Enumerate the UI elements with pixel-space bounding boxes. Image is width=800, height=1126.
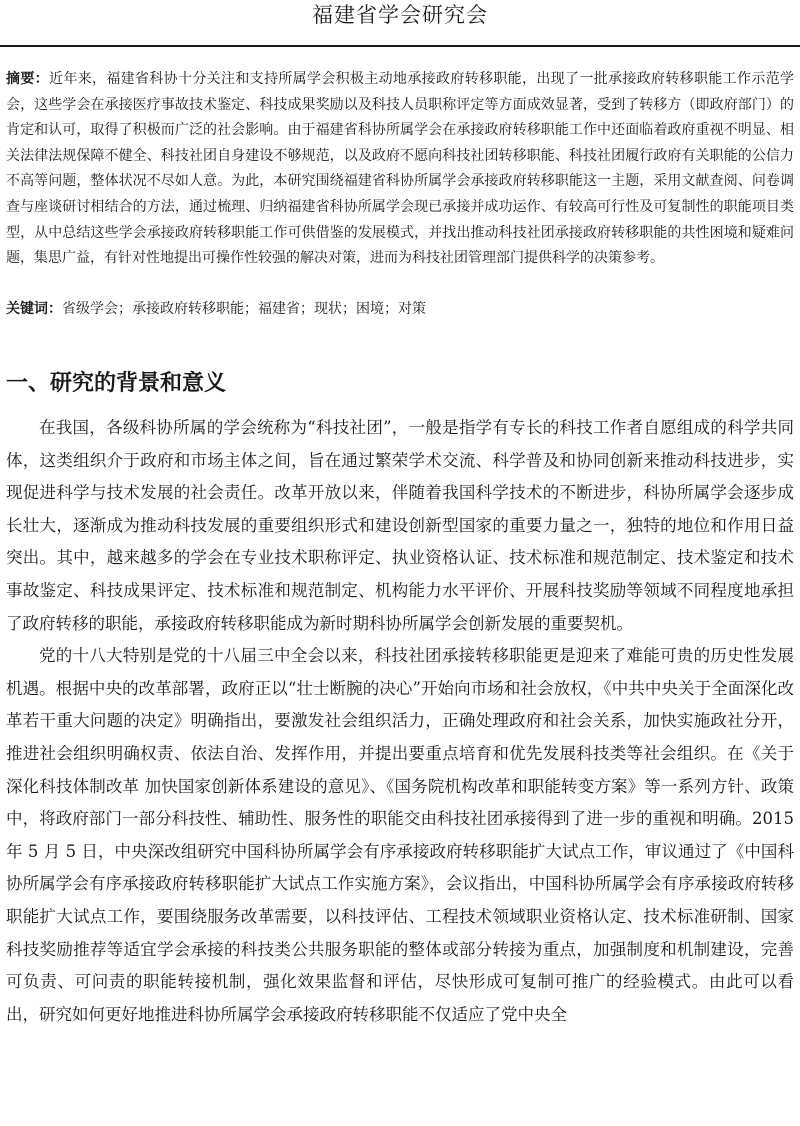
keywords-block (6, 297, 794, 322)
keywords-label: 关键词： (6, 301, 62, 317)
section-body (6, 412, 794, 1031)
running-header-title: 福建省学会研究会 (312, 3, 488, 27)
body-paragraph: 在我国，各级科协所属的学会统称为“科技社团”，一般是指学有专长的科技工作者自愿组成的科学共同体，这类组织介于政府和市场主体之间，旨在通过繁荣学术交流、科学普及和协同创新来推动科技进步，实现促进科学与技术发展的社会责任。改革开放以来，伴随着我国科学技术的不断进步，科协所属学会逐步成长壮大，逐渐成为推动科技发展的重要组织形式和建设创新型国家的重要力量之一，独特的地位和作用日益突出。其中，越来越多的学会在专业技术职称评定、执业资格认证、技术标准和规范制定、技术鉴定和技术事故鉴定、科技成果评定、技术标准和规范制定、机构能力水平评价、开展科技奖励等领域不同程度地承担了政府转移的职能，承接政府转移职能成为新时期科协所属学会创新发展的重要契机。 (6, 418, 794, 633)
abstract-text: 近年来，福建省科协十分关注和支持所属学会积极主动地承接政府转移职能，出现了一批承接政府转移职能工作示范学会，这些学会在承接医疗事故技术鉴定、科技成果奖励以及科技人员职称评定等方面成效显著，受到了转移方（即政府部门）的肯定和认可，取得了积极而广泛的社会影响。由于福建省科协所属学会在承接政府转移职能工作中还面临着政府重视不明显、相关法律法规保障不健全、科技社团自身建设不够规范，以及政府不愿向科技社团转移职能、科技社团履行政府有关职能的公信力不高等问题，整体状况不尽如人意。为此，本研究围绕福建省科协所属学会承接政府转移职能这一主题，采用文献查阅、问卷调查与座谈研讨相结合的方法，通过梳理、归纳福建省科协所属学会现已承接并成功运作、有较高可行性及可复制性的职能项目类型，从中总结这些学会承接政府转移职能工作可供借鉴的发展模式，并找出推动科技社团承接政府转移职能的共性困境和疑难问题，集思广益，有针对性地提出可操作性较强的解决对策，进而为科技社团管理部门提供科学的决策参考。 (6, 71, 794, 267)
section-heading: 一、研究的背景和意义 (6, 371, 227, 396)
body-paragraph: 党的十八大特别是党的十八届三中全会以来，科技社团承接转移职能更是迎来了难能可贵的历史性发展机遇。根据中央的改革部署，政府正以“壮士断腕的决心”开始向市场和社会放权，《中共中央关于全面深化改革若干重大问题的决定》明确指出，要激发社会组织活力，正确处理政府和社会关系，加快实施政社分开，推进社会组织明确权责、依法自治、发挥作用，并提出要重点培育和优先发展科技类等社会组织。在《关于深化科技体制改革 加快国家创新体系建设的意见》、《国务院机构改革和职能转变方案》等一系列方针、政策中，将政府部门一部分科技性、辅助性、服务性的职能交由科技社团承接得到了进一步的重视和明确。2015 年 5 月 5 日，中央深改组研究中国科协所属学会有序承接政府转移职能扩大试点工作，审议通过了《中国科协所属学会有序承接政府转移职能扩大试点工作实施方案》，会议指出，中国科协所属学会有序承接政府转移职能扩大试点工作，要围绕服务改革需要，以科技评估、工程技术领域职业资格认定、技术标准研制、国家科技奖励推荐等适宜学会承接的科技类公共服务职能的整体或部分转接为重点，加强制度和机制建设，完善可负责、可问责的职能转接机制，强化效果监督和评估，尽快形成可复制可推广的经验模式。由此可以看出，研究如何更好地推进科协所属学会承接政府转移职能不仅适应了党中央全 (6, 646, 794, 1024)
abstract-block (6, 67, 794, 272)
header-rule-divider (0, 45, 800, 47)
abstract-label: 摘要： (6, 71, 49, 87)
keywords-text: 省级学会；承接政府转移职能；福建省；现状；困境；对策 (62, 301, 426, 317)
